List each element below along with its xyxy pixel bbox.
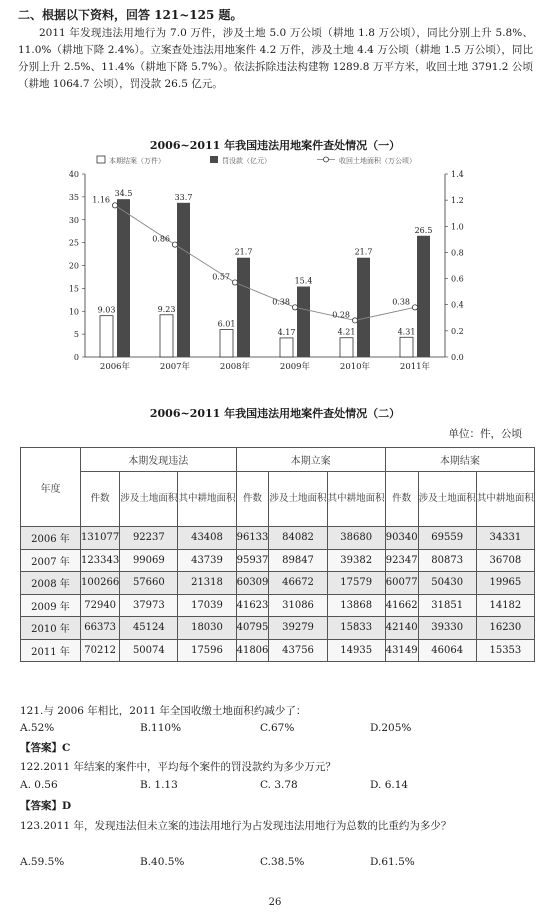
- value-cell: 84082: [269, 527, 327, 550]
- value-cell: 14935: [327, 639, 385, 662]
- chart1-plot-area: [69, 170, 464, 372]
- x-tick-label: 2011年: [399, 362, 431, 372]
- land-point-label: 0.86: [152, 234, 170, 244]
- bar-cases-label: 9.23: [157, 304, 176, 314]
- question-123: 123.2011 年，发现违法但未立案的违法用地行为占发现违法用地行为总数的比重约为多少？: [20, 820, 452, 832]
- y-tick-label: 5: [73, 330, 79, 340]
- value-cell: 42140: [385, 617, 418, 640]
- table-row: [21, 549, 535, 572]
- option-d: D.61.5%: [370, 856, 415, 868]
- y-tick-label: 10: [68, 307, 79, 317]
- section-title: 二、根据以下资料，回答 121~125 题。: [18, 8, 243, 22]
- subheader-row: [21, 472, 535, 527]
- value-cell: 15833: [327, 617, 385, 640]
- bar-fines: [237, 258, 250, 357]
- value-cell: 46672: [269, 572, 327, 595]
- value-cell: 95937: [236, 549, 269, 572]
- y2-tick-label: 0.6: [451, 274, 464, 284]
- year-cell: 2011 年: [21, 639, 81, 662]
- option-c: C.38.5%: [260, 856, 305, 868]
- land-point: [112, 203, 117, 208]
- y2-tick-label: 0.8: [451, 248, 464, 258]
- value-cell: 31851: [418, 594, 476, 617]
- table-row: [21, 594, 535, 617]
- bar-fines: [417, 236, 430, 357]
- bar-fines-label: 21.7: [234, 247, 253, 257]
- chart1-legend: [97, 156, 416, 165]
- land-point-label: 0.57: [212, 272, 230, 282]
- x-tick-label: 2007年: [159, 362, 191, 372]
- land-point: [412, 305, 417, 310]
- value-cell: 69559: [418, 527, 476, 550]
- subheader-cell: 涉及土地面积: [269, 472, 327, 527]
- bar-fines-label: 34.5: [114, 189, 133, 199]
- y2-tick-label: 1.4: [451, 170, 464, 179]
- land-point: [172, 242, 177, 247]
- value-cell: 16230: [476, 617, 534, 640]
- value-cell: 50430: [418, 572, 476, 595]
- table-body: [21, 527, 535, 662]
- answer-122: 【答案】D: [20, 800, 72, 812]
- legend-label-fines: 罚没款（亿元）: [222, 157, 271, 165]
- bar-cases-label: 4.21: [337, 327, 356, 337]
- x-tick-label: 2006年: [99, 362, 131, 372]
- answer-121: 【答案】C: [20, 742, 71, 754]
- year-cell: 2010 年: [21, 617, 81, 640]
- bar-fines: [297, 287, 310, 357]
- option-c: C.67%: [260, 722, 295, 734]
- value-cell: 57660: [120, 572, 178, 595]
- value-cell: 40795: [236, 617, 269, 640]
- value-cell: 41623: [236, 594, 269, 617]
- option-a: A.59.5%: [20, 856, 65, 868]
- value-cell: 19965: [476, 572, 534, 595]
- y-tick-label: 35: [68, 192, 79, 202]
- option-a: A.52%: [20, 722, 55, 734]
- bar-cases-label: 6.01: [217, 319, 236, 329]
- table-row: [21, 617, 535, 640]
- land-point-label: 0.28: [332, 310, 350, 320]
- value-cell: 99069: [120, 549, 178, 572]
- bar-cases: [340, 338, 353, 357]
- option-b: B.110%: [140, 722, 182, 734]
- value-cell: 17596: [178, 639, 236, 662]
- group-header-filed: 本期立案: [236, 448, 385, 472]
- subheader-cell: 件数: [385, 472, 418, 527]
- bar-fines-label: 21.7: [354, 247, 373, 257]
- legend-swatch-fines: [210, 156, 218, 163]
- value-cell: 17039: [178, 594, 236, 617]
- y2-tick-label: 1.0: [451, 222, 464, 232]
- value-cell: 41662: [385, 594, 418, 617]
- land-point-label: 0.38: [392, 297, 410, 307]
- question-121: 121.与 2006 年相比，2011 年全国收缴土地面积约减少了：: [20, 705, 307, 717]
- table-row: [21, 572, 535, 595]
- table-row: [21, 527, 535, 550]
- value-cell: 66373: [81, 617, 120, 640]
- value-cell: 50074: [120, 639, 178, 662]
- option-b: B.40.5%: [140, 856, 185, 868]
- y-tick-label: 30: [68, 215, 79, 225]
- land-point-label: 1.16: [92, 195, 110, 205]
- option-d: D. 6.14: [370, 779, 409, 791]
- bar-cases: [220, 330, 233, 357]
- chart1-svg: [55, 152, 495, 392]
- value-cell: 45124: [120, 617, 178, 640]
- y2-tick-label: 0.0: [451, 353, 464, 362]
- group-header-found: 本期发现违法: [81, 448, 237, 472]
- x-tick-label: 2008年: [219, 362, 251, 372]
- value-cell: 43408: [178, 527, 236, 550]
- value-cell: 80873: [418, 549, 476, 572]
- value-cell: 60077: [385, 572, 418, 595]
- case-table: [20, 447, 535, 662]
- bar-cases: [400, 337, 413, 357]
- value-cell: 43739: [178, 549, 236, 572]
- subheader-cell: 件数: [236, 472, 269, 527]
- legend-label-land: 收回土地面积（万公顷）: [339, 157, 416, 165]
- value-cell: 89847: [269, 549, 327, 572]
- group-header-closed: 本期结案: [385, 448, 534, 472]
- y2-tick-label: 0.4: [451, 300, 464, 310]
- year-cell: 2008 年: [21, 572, 81, 595]
- bar-cases-label: 4.31: [397, 327, 416, 337]
- subheader-cell: 涉及土地面积: [120, 472, 178, 527]
- value-cell: 60309: [236, 572, 269, 595]
- value-cell: 39279: [269, 617, 327, 640]
- y2-tick-label: 1.2: [451, 196, 464, 206]
- value-cell: 36708: [476, 549, 534, 572]
- value-cell: 39382: [327, 549, 385, 572]
- legend-swatch-cases: [97, 156, 105, 163]
- subheader-cell: 涉及土地面积: [418, 472, 476, 527]
- value-cell: 70212: [81, 639, 120, 662]
- land-point-label: 0.38: [272, 297, 290, 307]
- value-cell: 92347: [385, 549, 418, 572]
- value-cell: 100266: [81, 572, 120, 595]
- bar-cases: [280, 338, 293, 357]
- value-cell: 13868: [327, 594, 385, 617]
- question-122: 122.2011 年结案的案件中，平均每个案件的罚没款约为多少万元？: [20, 761, 336, 773]
- value-cell: 21318: [178, 572, 236, 595]
- value-cell: 72940: [81, 594, 120, 617]
- y-tick-label: 40: [68, 170, 79, 179]
- bar-cases: [100, 316, 113, 357]
- chart2-title: 2006~2011 年我国违法用地案件查处情况（二）: [149, 407, 401, 420]
- land-point: [292, 305, 297, 310]
- value-cell: 37973: [120, 594, 178, 617]
- option-b: B. 1.13: [140, 779, 178, 791]
- option-d: D.205%: [370, 722, 412, 734]
- subheader-cell: 其中耕地面积: [476, 472, 534, 527]
- land-point: [232, 280, 237, 285]
- value-cell: 90340: [385, 527, 418, 550]
- year-cell: 2009 年: [21, 594, 81, 617]
- legend-label-cases: 本期结案（万件）: [109, 157, 165, 165]
- value-cell: 41806: [236, 639, 269, 662]
- value-cell: 18030: [178, 617, 236, 640]
- option-a: A. 0.56: [20, 779, 58, 791]
- bar-fines: [117, 199, 130, 357]
- value-cell: 92237: [120, 527, 178, 550]
- table-unit: 单位：件，公顷: [448, 428, 522, 440]
- bar-cases-label: 4.17: [277, 327, 296, 337]
- value-cell: 123343: [81, 549, 120, 572]
- value-cell: 46064: [418, 639, 476, 662]
- value-cell: 34331: [476, 527, 534, 550]
- bar-fines: [177, 203, 190, 357]
- year-cell: 2007 年: [21, 549, 81, 572]
- year-header: 年度: [21, 448, 81, 527]
- page-number: 26: [268, 897, 282, 908]
- value-cell: 39330: [418, 617, 476, 640]
- bar-fines: [357, 258, 370, 357]
- subheader-cell: 件数: [81, 472, 120, 527]
- x-tick-label: 2009年: [279, 362, 311, 372]
- subheader-cell: 其中耕地面积: [178, 472, 236, 527]
- y-tick-label: 0: [73, 353, 79, 362]
- value-cell: 17579: [327, 572, 385, 595]
- table-row: [21, 639, 535, 662]
- y-tick-label: 25: [68, 238, 79, 248]
- y-tick-label: 15: [68, 284, 79, 294]
- value-cell: 38680: [327, 527, 385, 550]
- chart1-title: 2006~2011 年我国违法用地案件查处情况（一）: [149, 139, 401, 152]
- year-cell: 2006 年: [21, 527, 81, 550]
- value-cell: 131077: [81, 527, 120, 550]
- x-tick-label: 2010年: [339, 362, 371, 372]
- y2-tick-label: 0.2: [451, 326, 464, 336]
- intro-paragraph: 2011 年发现违法用地行为 7.0 万件，涉及土地 5.0 万公顷（耕地 1.8 万公顷），同比分别上升 5.8%、11.0%（耕地下降 2.4%）。立案查处违法用地案件 4.2 万件，涉及土地 4.4 万公顷（耕地 1.5 万公顷），同比分别上升 2.5%、11.4%（耕地下降 5.7%）。依法拆除违法构建物 1289.8 万平方米，收回土地 3791.2 公顷（耕地 1064.7 公顷），罚没款 26.5 亿元。: [18, 27, 533, 90]
- value-cell: 15353: [476, 639, 534, 662]
- bar-cases: [160, 315, 173, 357]
- bar-cases-label: 9.03: [97, 305, 116, 315]
- bar-fines-label: 15.4: [294, 276, 313, 286]
- subheader-cell: 其中耕地面积: [327, 472, 385, 527]
- bar-fines-label: 33.7: [174, 192, 193, 202]
- y-tick-label: 20: [68, 261, 79, 271]
- option-c: C. 3.78: [260, 779, 298, 791]
- value-cell: 43149: [385, 639, 418, 662]
- value-cell: 31086: [269, 594, 327, 617]
- bar-fines-label: 26.5: [414, 225, 433, 235]
- land-point: [352, 318, 357, 323]
- value-cell: 43756: [269, 639, 327, 662]
- value-cell: 14182: [476, 594, 534, 617]
- value-cell: 96133: [236, 527, 269, 550]
- legend-swatch-land-marker: [324, 157, 329, 162]
